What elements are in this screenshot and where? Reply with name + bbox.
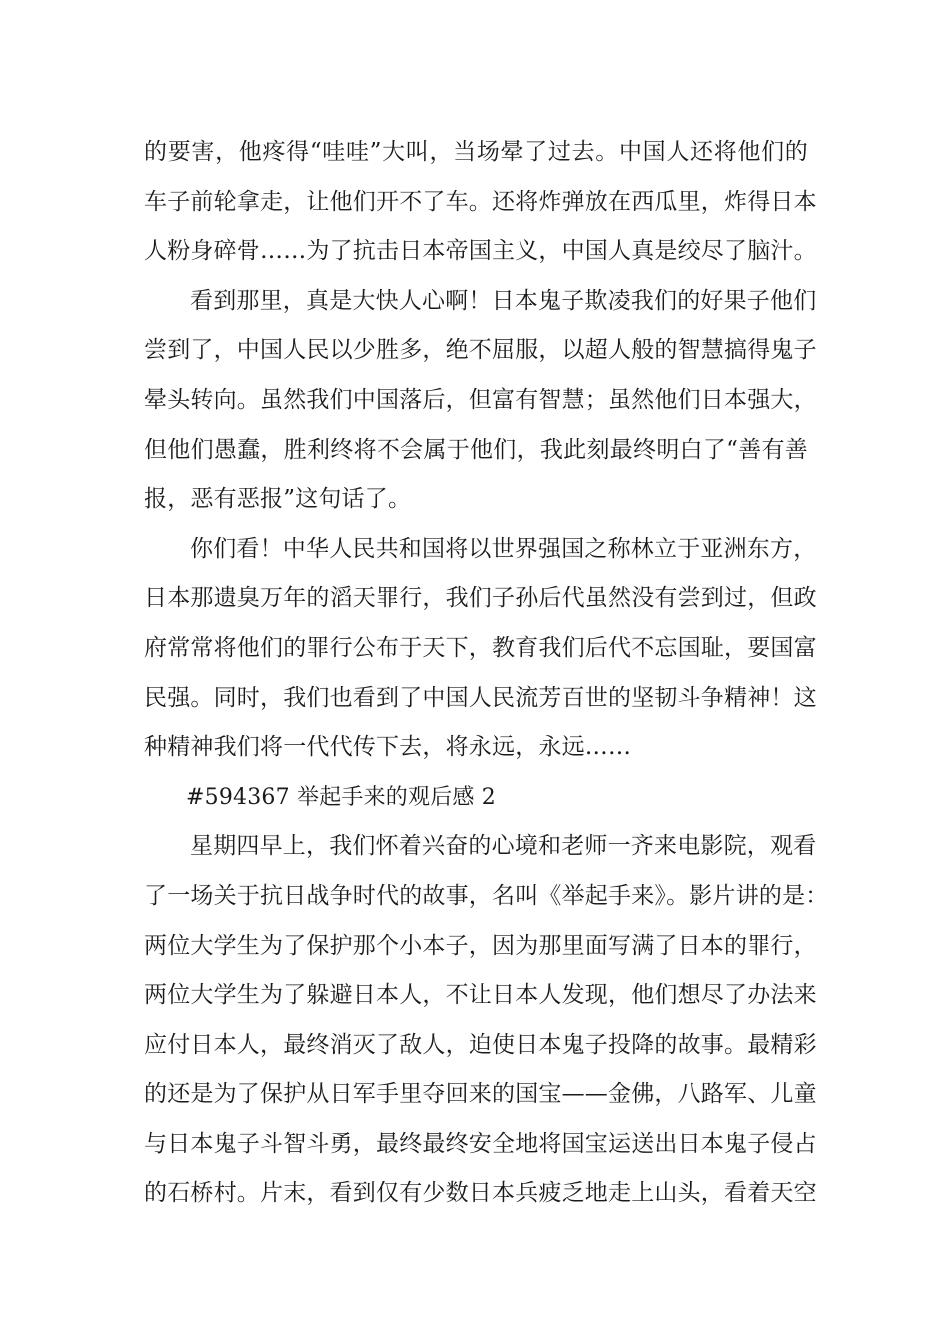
text-line: 日本那遗臭万年的滔天罪行，我们子孙后代虽然没有尝到过，但政 [144,585,817,612]
text-line: 报，恶有恶报”这句话了。 [144,486,412,513]
text-line: 尝到了，中国人民以少胜多，绝不屈服，以超人般的智慧搞得鬼子 [144,337,817,364]
text-line: 的要害，他疼得“哇哇”大叫，当场晕了过去。中国人还将他们的 [144,139,808,165]
text-line: 的石桥村。片末，看到仅有少数日本兵疲乏地走上山头，看着天空 [144,1180,817,1207]
text-line: 应付日本人，最终消灭了敌人，迫使日本鬼子投降的故事。最精彩 [144,1031,817,1058]
text-line: 民强。同时，我们也看到了中国人民流芳百世的坚韧斗争精神！这 [144,684,817,711]
text-line: 府常常将他们的罪行公布于天下，教育我们后代不忘国耻，要国富 [144,634,817,661]
document-body [144,128,829,1219]
paragraph-first-line: 看到那里，真是大快人心啊！日本鬼子欺凌我们的好果子他们 [190,287,817,314]
paragraph-first-line: 你们看！中华人民共和国将以世界强国之称林立于亚洲东方， [190,535,817,562]
text-line: 种精神我们将一代代传下去，将永远，永远…… [144,734,632,761]
text-line: 了一场关于抗日战争时代的故事，名叫《举起手来》。影片讲的是： [144,882,829,909]
text-line: 两位大学生为了躲避日本人，不让日本人发现，他们想尽了办法来 [144,982,817,1009]
text-line: 人粉身碎骨……为了抗击日本帝国主义，中国人真是绞尽了脑汁。 [144,238,817,265]
section-heading: #594367 举起手来的观后感 2 [186,784,496,810]
text-line: 车子前轮拿走，让他们开不了车。还将炸弹放在西瓜里，炸得日本 [144,188,817,215]
text-line: 两位大学生为了保护那个小本子，因为那里面写满了日本的罪行， [144,932,817,959]
text-line: 与日本鬼子斗智斗勇，最终最终安全地将国宝运送出日本鬼子侵占 [144,1130,817,1157]
paragraph-first-line: 星期四早上，我们怀着兴奋的心境和老师一齐来电影院，观看 [190,833,817,860]
text-line: 但他们愚蠢，胜利终将不会属于他们，我此刻最终明白了“善有善 [144,436,808,463]
text-line: 的还是为了保护从日军手里夺回来的国宝——金佛，八路军、儿童 [144,1081,817,1108]
text-line: 晕头转向。虽然我们中国落后，但富有智慧；虽然他们日本强大， [144,386,817,413]
